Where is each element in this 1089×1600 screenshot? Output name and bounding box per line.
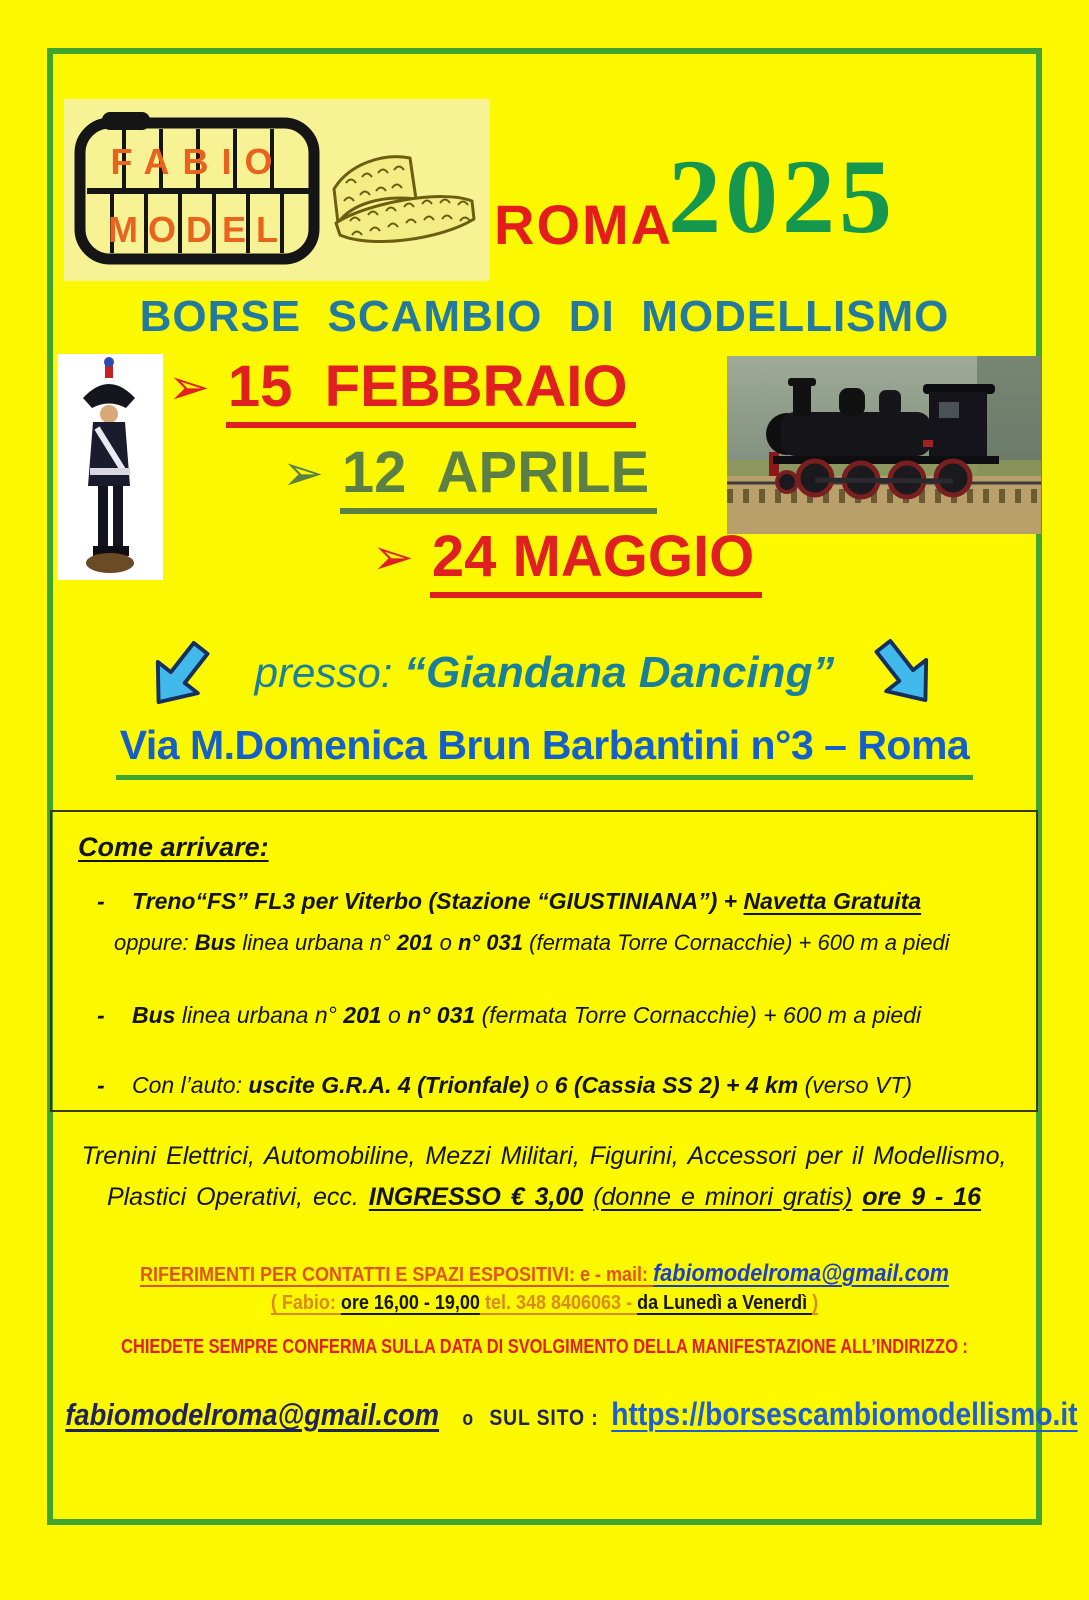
footer-website-link[interactable]: https://borsescambiomodellismo.it (611, 1396, 1078, 1432)
arrow-bullet-icon: ➢ (372, 529, 414, 585)
date-row-febbraio (168, 354, 636, 428)
contact-hours-line: ( Fabio: ore 16,00 - 19,00 tel. 348 8406063 - da Lunedì a Venerdì ) (270, 1292, 819, 1314)
date-text: 24 MAGGIO (430, 528, 762, 598)
footer-or-label: o (462, 1408, 474, 1430)
directions-heading: Come arrivare: (78, 832, 269, 862)
logo-panel (64, 99, 490, 281)
title-city: ROMA (494, 193, 674, 256)
presso-label: presso: (254, 649, 405, 696)
address-line (0, 722, 1089, 780)
date-row-maggio (372, 524, 762, 598)
footer-links (65, 1396, 1078, 1433)
date-row-aprile (282, 440, 657, 514)
logo-word-model: MODEL (108, 209, 288, 250)
dash-bullet: - (97, 888, 105, 914)
footer-email-link[interactable]: fabiomodelroma@gmail.com (65, 1397, 440, 1432)
direction-bus: Bus linea urbana n° 201 o n° 031 (fermata Torre Cornacchie) + 600 m a piedi (132, 1002, 922, 1028)
venue-address: Via M.Domenica Brun Barbantini n°3 – Roma (116, 722, 974, 780)
dash-bullet: - (97, 1072, 105, 1098)
direction-car: Con l’auto: uscite G.R.A. 4 (Trionfale) o 6 (Cassia SS 2) + 4 km (verso VT) (132, 1072, 912, 1098)
title-year: 2025 (668, 138, 896, 255)
event-info-paragraph: Trenini Elettrici, Automobiline, Mezzi Militari, Figurini, Accessori per il Modellismo, Plastici Operativi, ecc. INGRESSO € 3,00 (donne e minori gratis) ore 9 - 16 (81, 1142, 1007, 1212)
confirmation-notice: CHIEDETE SEMPRE CONFERMA SULLA DATA DI SVOLGIMENTO DELLA MANIFESTAZIONE ALL’INDIRIZZO : (121, 1336, 968, 1358)
direction-train-alt: oppure: Bus linea urbana n° 201 o n° 031 (fermata Torre Cornacchie) + 600 m a piedi (114, 930, 950, 955)
date-text: 15 FEBBRAIO (226, 358, 636, 428)
date-text: 12 APRILE (340, 444, 657, 514)
blue-arrow-right-icon (866, 632, 944, 716)
dash-bullet: - (97, 1002, 105, 1028)
locomotive-image (727, 356, 1041, 534)
venue-name: “Giandana Dancing” (404, 648, 835, 697)
directions-box (50, 810, 1038, 1112)
logo-word-fabio: FABIO (110, 141, 286, 182)
colosseum-icon (322, 143, 482, 265)
event-subtitle: BORSE SCAMBIO DI MODELLISMO (139, 292, 950, 341)
direction-train: Treno“FS” FL3 per Viterbo (Stazione “GIUSTINIANA”) + Navetta Gratuita (132, 888, 922, 914)
fabio-model-logo (72, 107, 324, 271)
contacts-line[interactable]: RIFERIMENTI PER CONTATTI E SPAZI ESPOSITIVI: e - mail: fabiomodelroma@gmail.com (140, 1260, 949, 1287)
arrow-bullet-icon: ➢ (168, 359, 210, 415)
arrow-bullet-icon: ➢ (282, 445, 324, 501)
footer-site-label: SUL SITO : (489, 1405, 599, 1430)
carabiniere-figurine-image (57, 354, 163, 580)
